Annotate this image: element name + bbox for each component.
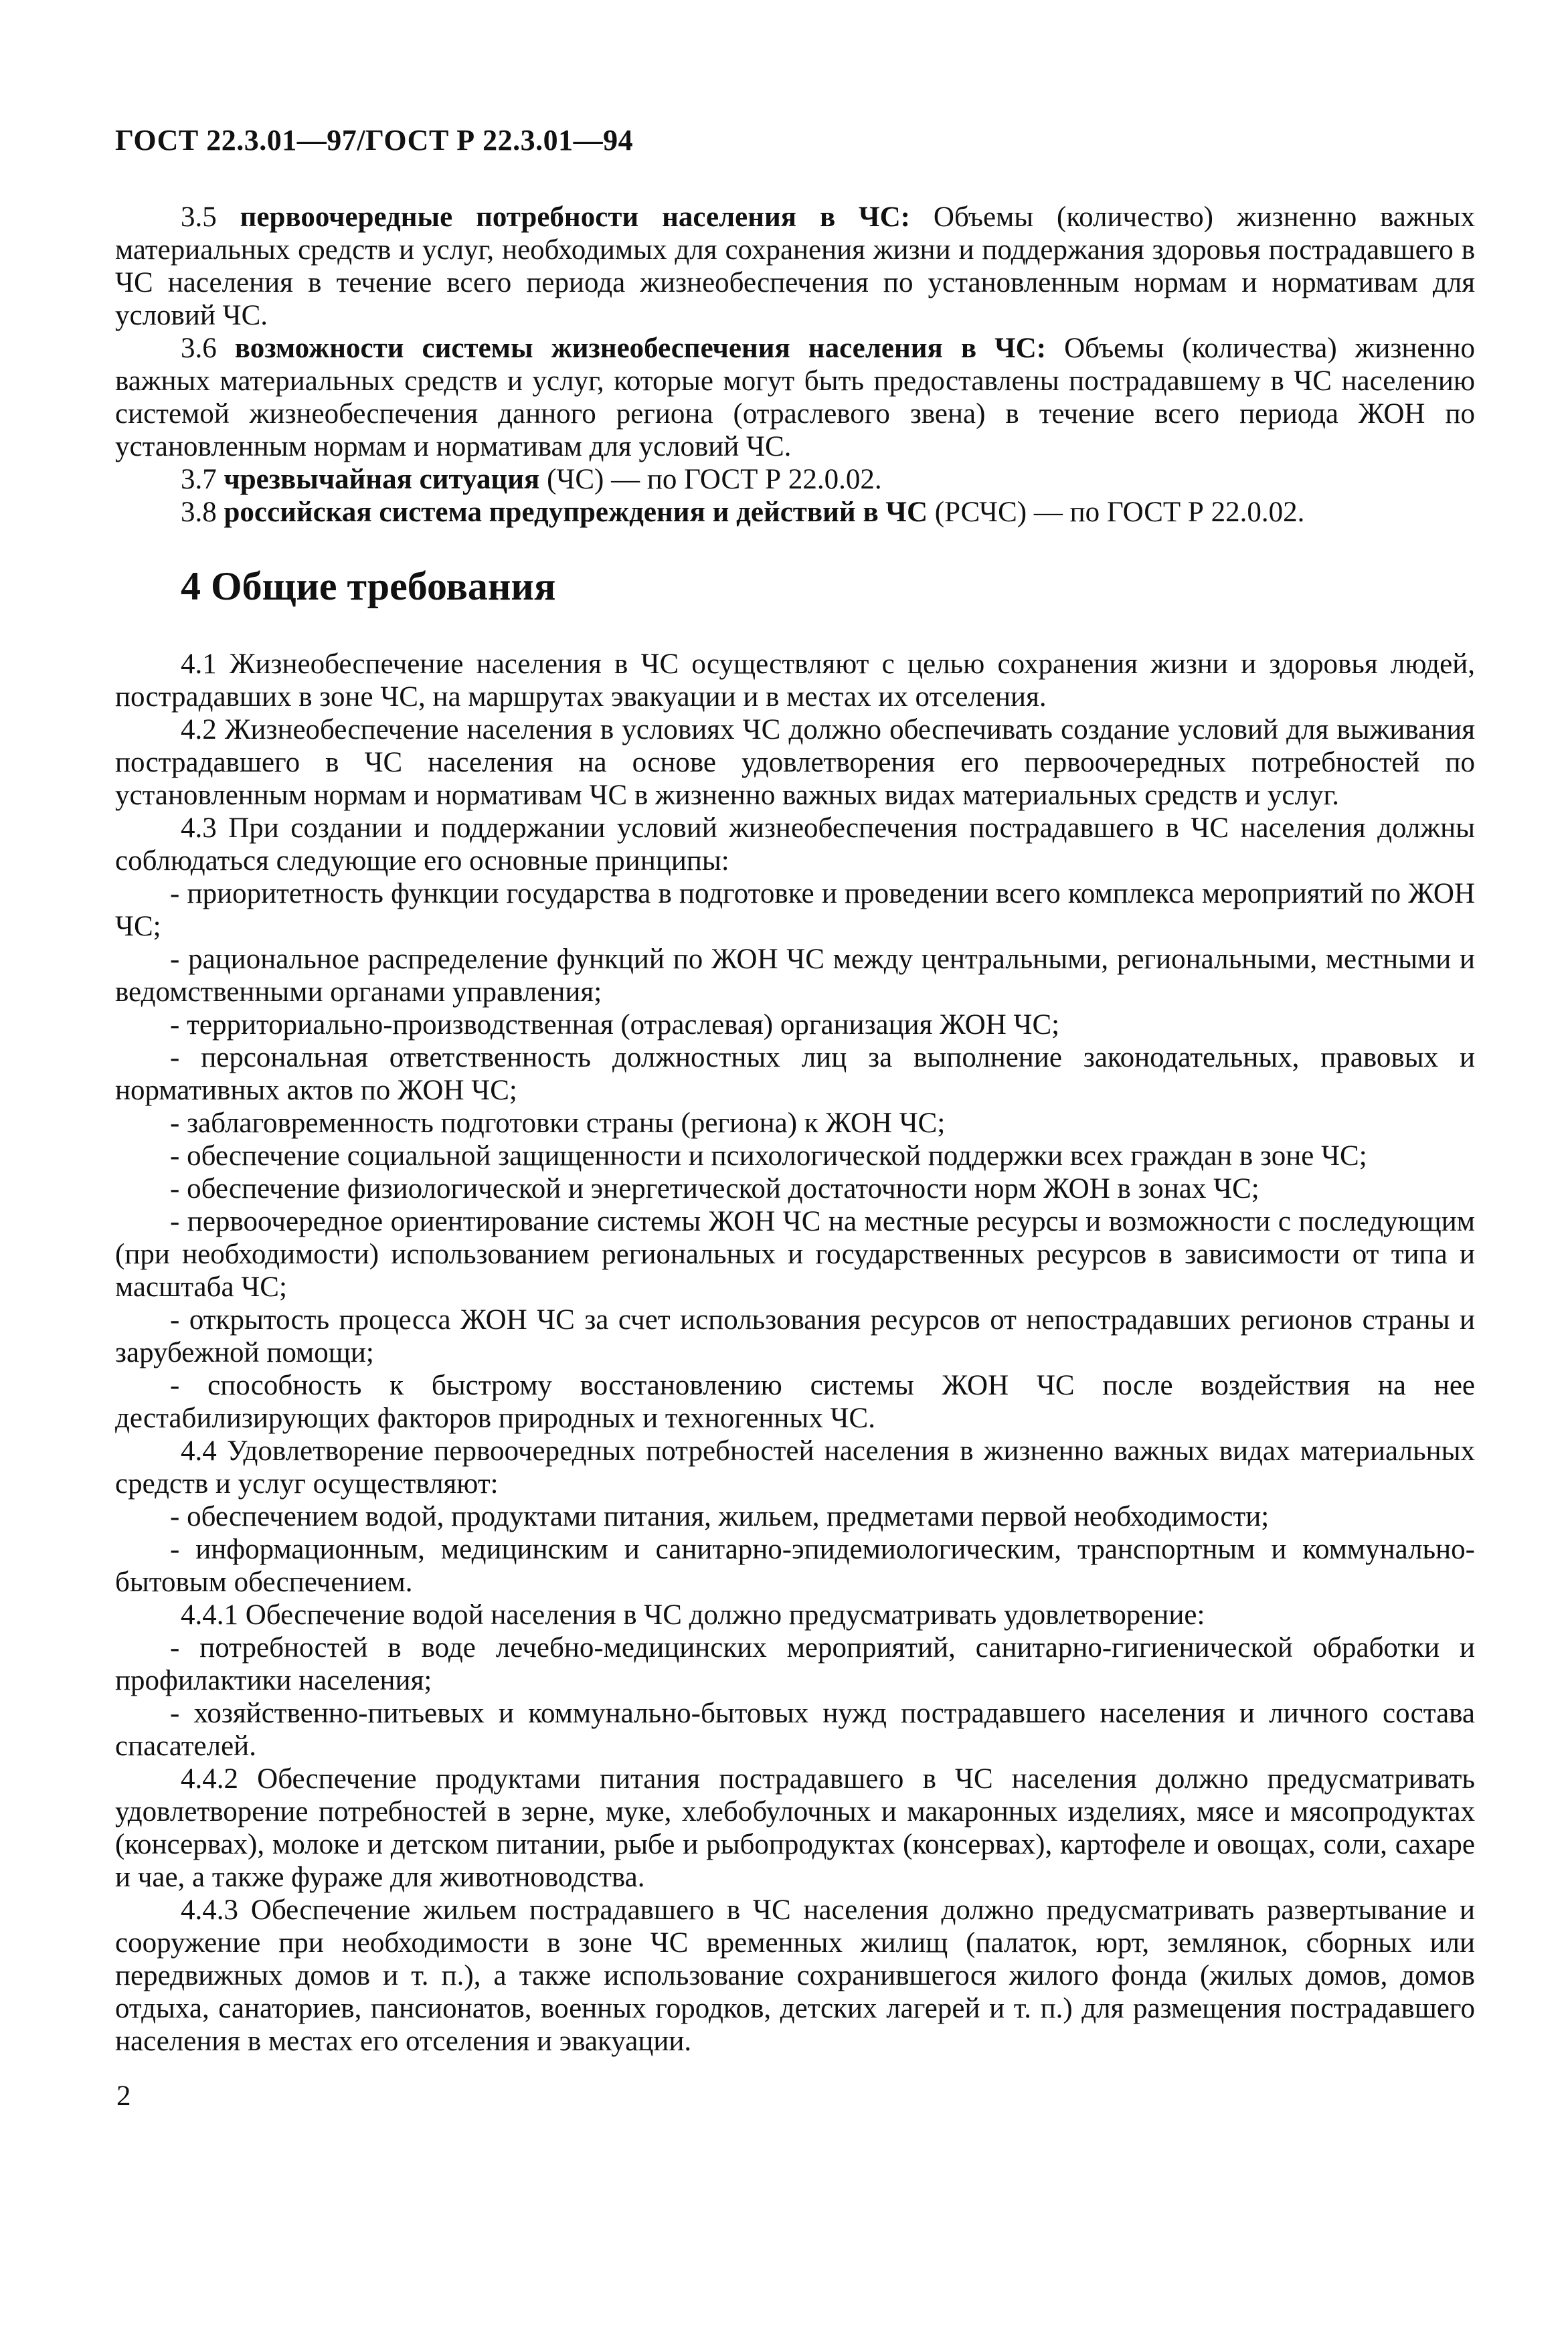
list-item: - территориально-производственная (отраслевая) организация ЖОН ЧС; [170,1009,1060,1041]
paragraph-4-4-1: 4.4.1 Обеспечение водой населения в ЧС должно предусматривать удовлетворение: [181,1599,1205,1631]
paragraph-4-1: 4.1 Жизнеобеспечение населения в ЧС осуществляют с целью сохранения жизни и здоровья людей, пострадавших в зоне ЧС, на маршрутах эвакуации и в местах их отселения. [115,648,1475,713]
section-heading: 4 Общие требования [181,564,556,608]
definition-text: Объемы (количества) жизненно важных материальных средств и услуг, которые могут быть предоставлены пострадавшему в ЧС населению системой жизнеобеспечения данного региона (отраслевого звена) в течение всего периода ЖОН по установленным нормам и нормативам для условий ЧС. [115,333,1476,462]
list-item: - заблаговременность подготовки страны (региона) к ЖОН ЧС; [170,1107,946,1139]
definition-3-5 [115,201,1475,332]
list-item: - потребностей в воде лечебно-медицинских мероприятий, санитарно-гигиенической обработки и профилактики населения; [115,1632,1475,1696]
list-item: - персональная ответственность должностных лиц за выполнение законодательных, правовых и нормативных актов по ЖОН ЧС; [115,1042,1475,1106]
list-item: - обеспечение физиологической и энергетической достаточности норм ЖОН в зонах ЧС; [170,1173,1259,1204]
list-item: - первоочередное ориентирование системы ЖОН ЧС на местные ресурсы и возможности с последующим (при необходимости) использованием региональных и государственных ресурсов в зависимости от типа и масштаба ЧС; [115,1206,1475,1303]
list-item: - рациональное распределение функций по ЖОН ЧС между центральными, региональными, местными и ведомственными органами управления; [115,944,1475,1008]
list-item: - обеспечение социальной защищенности и психологической поддержки всех граждан в зоне ЧС; [170,1140,1367,1172]
definition-number: 3.6 [181,333,217,364]
definition-text: (ЧС) — по ГОСТ Р 22.0.02. [547,464,882,495]
definition-term: российская система предупреждения и действий в ЧС [224,497,928,528]
definition-term: первоочередные потребности населения в ЧС: [240,201,910,233]
paragraph-4-4-2: 4.4.2 Обеспечение продуктами питания пострадавшего в ЧС населения должно предусматривать удовлетворение потребностей в зерне, муке, хлебобулочных и макаронных изделиях, мясе и мясопродуктах (консервах), молоке и детском питании, рыбе и рыбопродуктах (консервах), картофеле и овощах, соли, сахаре и чае, а также фураже для животноводства. [115,1763,1475,1893]
standard-header: ГОСТ 22.3.01—97/ГОСТ Р 22.3.01—94 [115,124,634,157]
definition-number: 3.5 [181,201,217,233]
page-number: 2 [116,2080,131,2112]
definition-3-6 [115,332,1475,463]
paragraph-4-4: 4.4 Удовлетворение первоочередных потребностей населения в жизненно важных видах материальных средств и услуг осуществляют: [115,1435,1475,1500]
list-item: - приоритетность функции государства в подготовке и проведении всего комплекса мероприятий по ЖОН ЧС; [115,878,1475,942]
definition-text: Объемы (количество) жизненно важных материальных средств и услуг, необходимых для сохранения жизни и поддержания здоровья пострадавшего в ЧС населения в течение всего периода жизнеобеспечения по установленным нормам и нормативам для условий ЧС. [115,201,1476,331]
definition-3-8 [115,496,1475,529]
list-item: - хозяйственно-питьевых и коммунально-бытовых нужд пострадавшего населения и личного состава спасателей. [115,1698,1475,1762]
definition-number: 3.7 [181,464,217,495]
definition-text: (РСЧС) — по ГОСТ Р 22.0.02. [934,497,1305,528]
paragraph-4-4-3: 4.4.3 Обеспечение жильем пострадавшего в ЧС населения должно предусматривать развертывание и сооружение при необходимости в зоне ЧС временных жилищ (палаток, юрт, землянок, сборных или передвижных домов и т. п.), а также использование сохранившегося жилого фонда (жилых домов, домов отдыха, санаториев, пансионатов, военных городков, детских лагерей и т. п.) для размещения пострадавшего населения в местах его отселения и эвакуации. [115,1894,1475,2057]
page-content [115,201,1475,2058]
definition-term: чрезвычайная ситуация [224,464,540,495]
definition-number: 3.8 [181,497,217,528]
list-item: - информационным, медицинским и санитарно-эпидемиологическим, транспортным и коммунально-бытовым обеспечением. [115,1534,1475,1598]
definition-term: возможности системы жизнеобеспечения населения в ЧС: [234,333,1047,364]
paragraph-4-2: 4.2 Жизнеобеспечение населения в условиях ЧС должно обеспечивать создание условий для выживания пострадавшего в ЧС населения на основе удовлетворения его первоочередных потребностей по установленным нормам и нормативам ЧС в жизненно важных видах материальных средств и услуг. [115,714,1475,811]
list-item: - обеспечением водой, продуктами питания, жильем, предметами первой необходимости; [170,1501,1270,1532]
paragraph-4-3: 4.3 При создании и поддержании условий жизнеобеспечения пострадавшего в ЧС населения должны соблюдаться следующие его основные принципы: [115,812,1475,877]
list-item: - способность к быстрому восстановлению системы ЖОН ЧС после воздействия на нее дестабилизирующих факторов природных и техногенных ЧС. [115,1370,1475,1434]
definition-3-7 [115,463,1475,496]
list-item: - открытость процесса ЖОН ЧС за счет использования ресурсов от непострадавших регионов страны и зарубежной помощи; [115,1304,1475,1368]
